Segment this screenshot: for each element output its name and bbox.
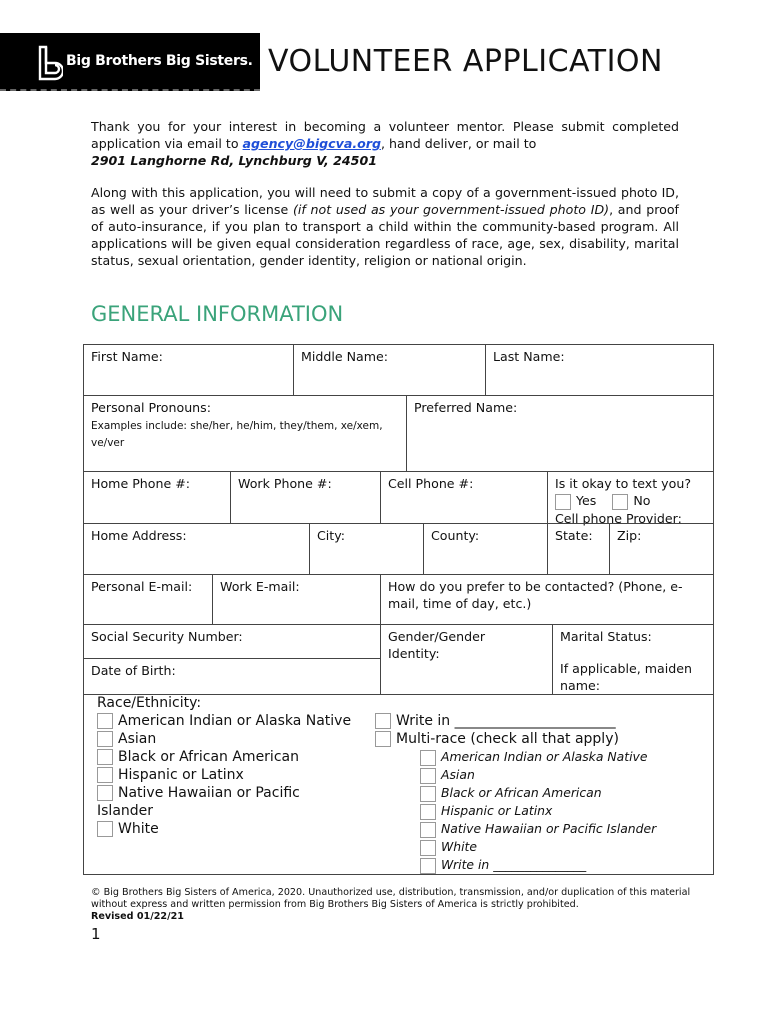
multi-race-label: Multi-race (check all that apply) (396, 731, 619, 747)
personal-email-label: Personal E-mail: (91, 579, 193, 594)
cell-phone-field[interactable] (380, 471, 548, 524)
middle-name-label: Middle Name: (301, 349, 389, 364)
checkbox[interactable] (420, 822, 436, 838)
multi-option-label: Hispanic or Latinx (441, 803, 553, 818)
mailing-address: 2901 Langhorne Rd, Lynchburg V, 24501 (91, 153, 377, 168)
multi-race-option[interactable] (420, 802, 552, 820)
cell-phone-label: Cell Phone #: (388, 476, 474, 491)
checkbox[interactable] (97, 767, 113, 783)
zip-label: Zip: (617, 528, 642, 543)
bbbs-logo-icon (37, 45, 63, 81)
checkbox[interactable] (420, 804, 436, 820)
contact-preference-field[interactable] (380, 574, 714, 625)
gender-label: Gender/Gender Identity: (388, 629, 486, 661)
ssn-field[interactable] (83, 624, 381, 659)
text-ok-label: Is it okay to text you? (555, 476, 691, 491)
contact-preference-label: How do you prefer to be contacted? (Phone, e-mail, time of day, etc.) (388, 579, 683, 611)
write-in-option[interactable] (375, 712, 616, 730)
multi-race-option[interactable] (420, 766, 475, 784)
race-option-label: Native Hawaiian or Pacific (118, 785, 300, 801)
race-option[interactable] (97, 766, 244, 784)
revised-date: Revised 01/22/21 (91, 911, 184, 922)
checkbox[interactable] (420, 840, 436, 856)
checkbox[interactable] (420, 750, 436, 766)
county-field[interactable] (423, 523, 548, 575)
section-heading: GENERAL INFORMATION (91, 302, 344, 326)
checkbox[interactable] (420, 768, 436, 784)
yes-label: Yes (576, 493, 597, 508)
race-option[interactable] (97, 784, 300, 802)
preferred-name-field[interactable] (406, 395, 714, 472)
race-heading: Race/Ethnicity: (97, 695, 202, 711)
race-option-label: Asian (118, 731, 157, 747)
dob-field[interactable] (83, 658, 381, 695)
checkbox[interactable] (97, 713, 113, 729)
home-address-field[interactable] (83, 523, 310, 575)
cell-provider-label: Cell phone Provider: (555, 510, 682, 526)
pronouns-field[interactable] (83, 395, 407, 472)
state-field[interactable] (547, 523, 610, 575)
personal-email-field[interactable] (83, 574, 213, 625)
race-option[interactable] (97, 748, 299, 766)
race-option[interactable] (97, 712, 351, 730)
home-address-label: Home Address: (91, 528, 187, 543)
ssn-label: Social Security Number: (91, 629, 243, 644)
preferred-name-label: Preferred Name: (414, 400, 518, 415)
race-option-label: Hispanic or Latinx (118, 767, 244, 783)
maiden-name-label: If applicable, maiden name: (560, 661, 692, 693)
zip-field[interactable] (609, 523, 714, 575)
intro-paragraph (91, 118, 679, 169)
intro-text-2: , hand deliver, or mail to (381, 136, 537, 151)
multi-option-label: Native Hawaiian or Pacific Islander (441, 821, 657, 836)
checkbox[interactable] (375, 731, 391, 747)
multi-option-label: American Indian or Alaska Native (441, 749, 648, 764)
dob-label: Date of Birth: (91, 663, 176, 678)
multi-race-option[interactable] (420, 856, 586, 874)
work-email-label: Work E-mail: (220, 579, 300, 594)
marital-status-label: Marital Status: (560, 629, 652, 644)
footer (91, 887, 691, 923)
no-label: No (633, 493, 651, 508)
copyright-text: © Big Brothers Big Sisters of America, 2020. Unauthorized use, distribution, transmission, and/or duplication of this material without express and written permission from Big Brothers Big Sisters of America is strictly prohibited. (91, 887, 691, 910)
multi-option-label: Asian (441, 767, 475, 782)
multi-race-option[interactable] (420, 748, 648, 766)
email-link[interactable]: agency@bigcva.org (242, 136, 382, 151)
race-option-label: American Indian or Alaska Native (118, 713, 352, 729)
state-label: State: (555, 528, 593, 543)
requirements-note: (if not used as your government-issued photo ID) (292, 202, 610, 217)
multi-race-option[interactable] (420, 838, 477, 856)
checkbox[interactable] (420, 786, 436, 802)
city-field[interactable] (309, 523, 424, 575)
multi-option-label: Black or African American (441, 785, 602, 800)
requirements-text: Along with this application, you will need to submit a copy of a government-issued photo ID, as well as your driver’s license (91, 185, 679, 217)
pronouns-examples: Examples include: she/her, he/him, they/them, xe/xem, ve/ver (91, 420, 383, 449)
race-option-label: Black or African American (118, 749, 299, 765)
checkbox[interactable] (97, 731, 113, 747)
text-ok-field (547, 471, 714, 524)
last-name-label: Last Name: (493, 349, 565, 364)
race-option-label: White (118, 821, 159, 837)
checkbox[interactable] (97, 821, 113, 837)
checkbox[interactable] (97, 749, 113, 765)
home-phone-field[interactable] (83, 471, 231, 524)
multi-option-label: Write in _______________ (441, 857, 587, 872)
page-title: VOLUNTEER APPLICATION (268, 44, 663, 79)
work-phone-label: Work Phone #: (238, 476, 332, 491)
multi-option-label: White (441, 839, 478, 854)
pronouns-label: Personal Pronouns: (91, 400, 211, 415)
multi-race-option[interactable] (375, 730, 619, 748)
home-phone-label: Home Phone #: (91, 476, 191, 491)
marital-status-field[interactable] (552, 624, 714, 695)
work-phone-field[interactable] (230, 471, 381, 524)
checkbox[interactable] (97, 785, 113, 801)
first-name-field[interactable] (83, 344, 294, 396)
race-option-continued: Islander (97, 803, 154, 819)
gender-field[interactable] (380, 624, 553, 695)
work-email-field[interactable] (212, 574, 381, 625)
middle-name-field[interactable] (293, 344, 486, 396)
race-option[interactable] (97, 730, 156, 748)
checkbox[interactable] (375, 713, 391, 729)
no-checkbox[interactable] (612, 494, 628, 510)
last-name-field[interactable] (485, 344, 714, 396)
multi-race-option[interactable] (420, 820, 656, 838)
county-label: County: (431, 528, 480, 543)
page-number: 1 (91, 925, 101, 943)
first-name-label: First Name: (91, 349, 163, 364)
race-option[interactable] (97, 820, 159, 838)
write-in-label: Write in _______________________ (396, 713, 616, 729)
yes-checkbox[interactable] (555, 494, 571, 510)
city-label: City: (317, 528, 346, 543)
multi-race-option[interactable] (420, 784, 602, 802)
requirements-text-2: , and proof of auto-insurance, if you plan to transport a child within the community-based program. All applications will be given equal consideration regardless of race, age, sex, disability, marital status, sexual orientation, gender identity, religion or national origin. (91, 202, 679, 268)
logo-text: Big Brothers Big Sisters. (66, 53, 253, 69)
requirements-paragraph (91, 184, 679, 269)
intro-text: Thank you for your interest in becoming a volunteer mentor. Please submit completed application via email to (91, 119, 679, 151)
checkbox[interactable] (420, 858, 436, 874)
